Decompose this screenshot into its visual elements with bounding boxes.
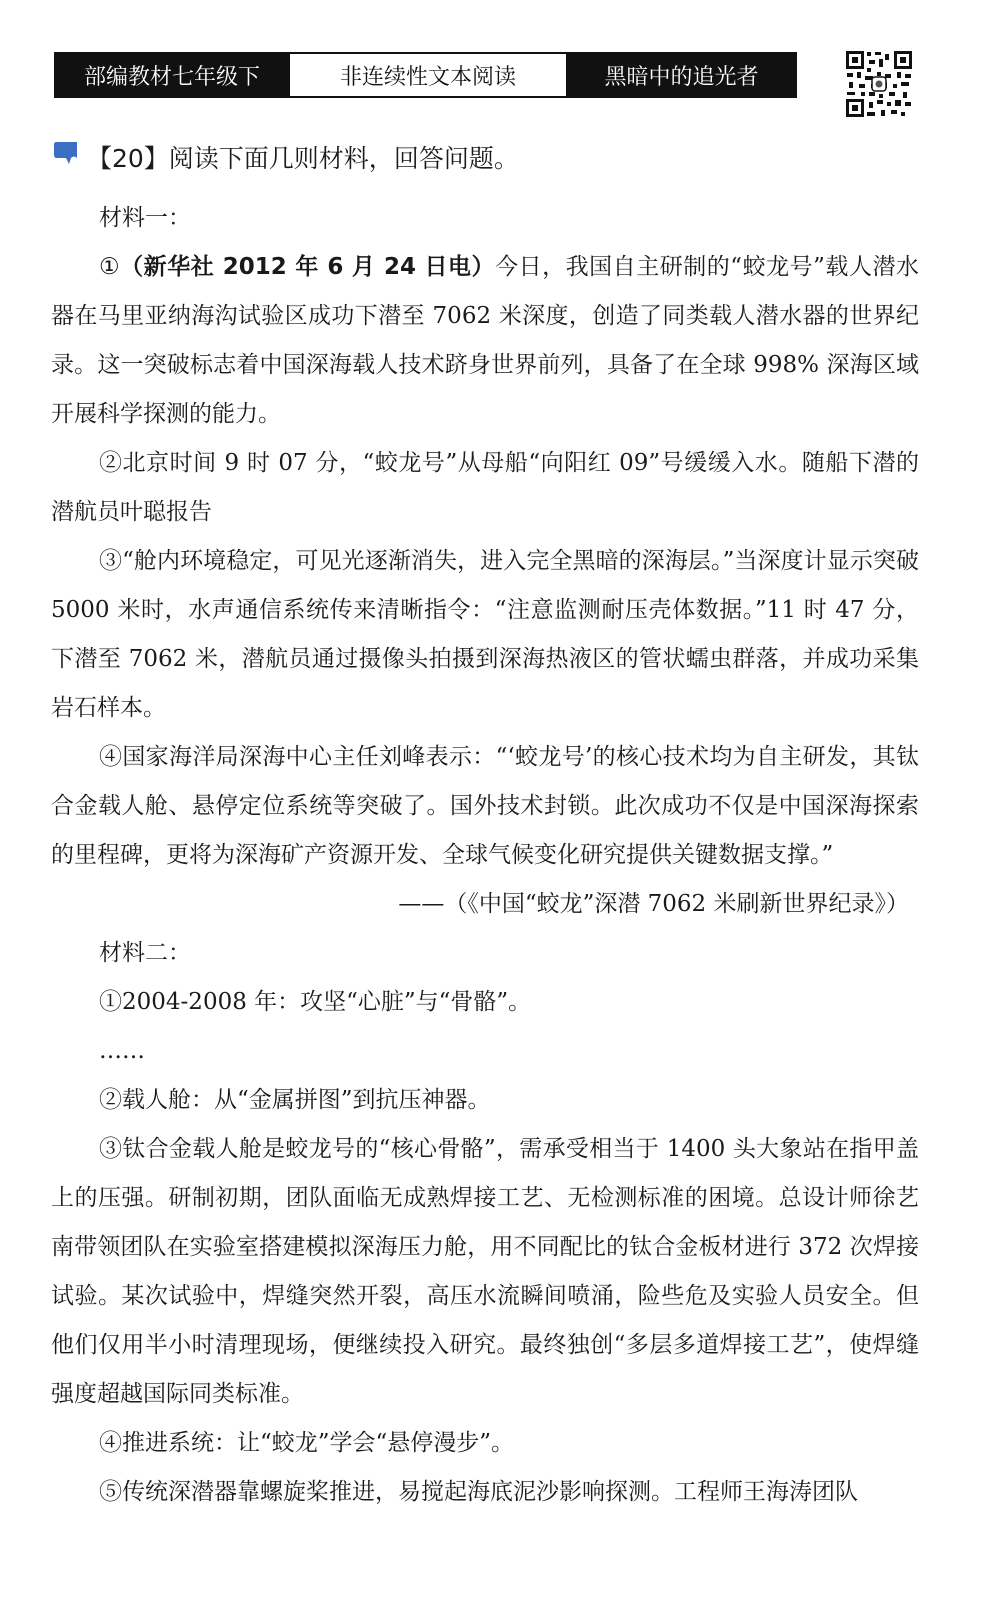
material-two-paragraph-1: ①2004-2008 年：攻坚“心脏”与“骨骼”。	[99, 989, 532, 1015]
material-one-paragraph-1	[51, 243, 919, 439]
qr-code-icon	[845, 50, 913, 118]
material-two-paragraph-4: ④推进系统：让“蛟龙”学会“悬停漫步”。	[99, 1430, 515, 1456]
material-two-ellipsis: ……	[99, 1038, 145, 1064]
paragraph-number: ①	[99, 254, 121, 280]
material-two-paragraph-3: ③钛合金载人舱是蛟龙号的“核心骨骼”，需承受相当于 1400 头大象站在指甲盖上的压强。研制初期，团队面临无成熟焊接工艺、无检测标准的困境。总设计师徐艺南带领团队在实验室搭建模拟深海压力舱，用不同配比的钛合金板材进行 372 次焊接试验。某次试验中，焊缝突然开裂，高压水流瞬间喷涌，险些危及实验人员安全。但他们仅用半小时清理现场，便继续投入研究。最终独创“多层多道焊接工艺”，使焊缝强度超越国际同类标准。	[51, 1136, 919, 1407]
bookmark-icon	[52, 141, 80, 167]
material-one-paragraph-2: ②北京时间 9 时 07 分，“蛟龙号”从母船“向阳红 09”号缓缓入水。随船下潜的潜航员叶聪报告	[51, 450, 919, 525]
article-body	[51, 194, 919, 1517]
material-two-label: 材料二：	[99, 940, 191, 966]
header-title-label: 黑暗中的追光者	[568, 54, 795, 96]
dateline: （新华社 2012 年 6 月 24 日电）	[120, 254, 496, 280]
material-two-paragraph-5: ⑤传统深潜器靠螺旋桨推进，易搅起海底泥沙影响探测。工程师王海涛团队	[99, 1479, 858, 1505]
question-heading: 【20】阅读下面几则材料，回答问题。	[87, 144, 519, 173]
material-one-label: 材料一：	[99, 205, 191, 231]
header-bar	[54, 52, 797, 98]
material-one-paragraph-3: ③“舱内环境稳定，可见光逐渐消失，进入完全黑暗的深海层。”当深度计显示突破 5000 米时，水声通信系统传来清晰指令：“注意监测耐压壳体数据。”11 时 47 分，下潜至 7062 米，潜航员通过摄像头拍摄到深海热液区的管状蠕虫群落，并成功采集岩石样本。	[51, 548, 919, 721]
material-one-source: ——（《中国“蛟龙”深潜 7062 米刷新世界纪录》）	[398, 891, 909, 917]
material-one-paragraph-4: ④国家海洋局深海中心主任刘峰表示：“‘蛟龙号’的核心技术均为自主研发，其钛合金载人舱、悬停定位系统等突破了。国外技术封锁。此次成功不仅是中国深海探索的里程碑，更将为深海矿产资源开发、全球气候变化研究提供关键数据支撑。”	[51, 744, 919, 868]
paragraph-text: 今日，我国自主研制的“蛟龙号”载人潜水器在马里亚纳海沟试验区成功下潜至 7062 米深度，创造了同类载人潜水器的世界纪录。这一突破标志着中国深海载人技术跻身世界前列，具备了在全球 998% 深海区域开展科学探测的能力。	[51, 254, 919, 427]
header-grade-label: 部编教材七年级下	[56, 54, 288, 96]
material-two-paragraph-2: ②载人舱：从“金属拼图”到抗压神器。	[99, 1087, 491, 1113]
header-topic-label: 非连续性文本阅读	[288, 54, 568, 96]
